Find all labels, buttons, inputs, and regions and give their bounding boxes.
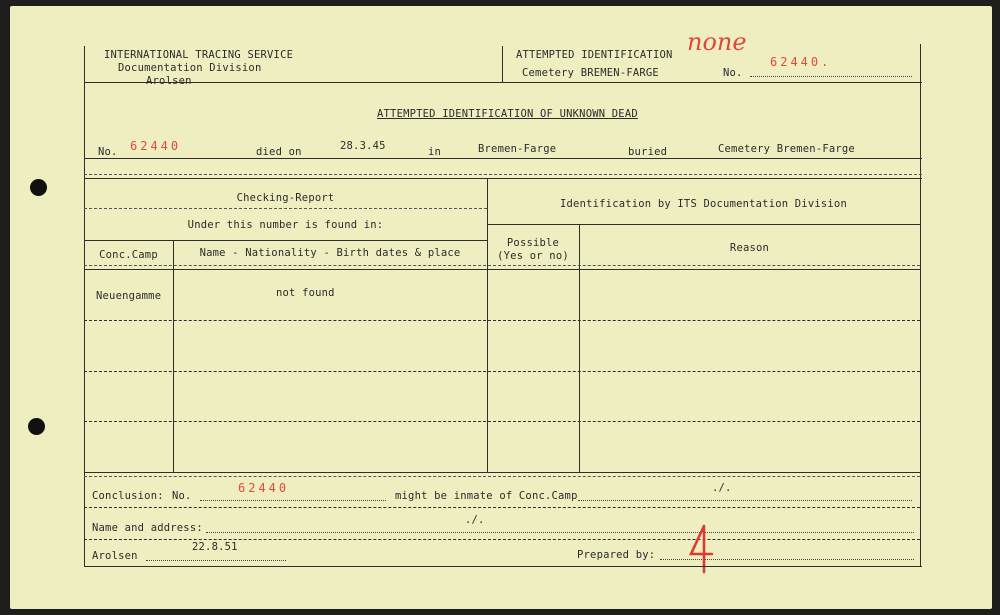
row-details-value: not found bbox=[276, 287, 335, 299]
camp-column-divider bbox=[173, 240, 174, 472]
frame-top-line bbox=[84, 82, 922, 83]
col-header-conc-camp: Conc.Camp bbox=[99, 249, 158, 261]
record-no-label: No. bbox=[98, 146, 118, 158]
died-on-label: died on bbox=[256, 146, 302, 158]
form-title: ATTEMPTED IDENTIFICATION OF UNKNOWN DEAD bbox=[377, 108, 638, 120]
table-middle-divider bbox=[487, 178, 488, 472]
row-camp-value: Neuengamme bbox=[96, 290, 162, 302]
col-header-possible-sub: (Yes or no) bbox=[497, 250, 569, 262]
org-division: Documentation Division bbox=[118, 62, 262, 74]
identification-title-line bbox=[487, 224, 920, 225]
identification-title: Identification by ITS Documentation Division bbox=[560, 198, 847, 210]
punch-hole bbox=[30, 179, 47, 196]
footer-date: 22.8.51 bbox=[192, 541, 238, 553]
frame-bottom-line bbox=[84, 566, 922, 567]
conclusion-line bbox=[84, 507, 920, 508]
name-address-label: Name and address: bbox=[92, 522, 203, 534]
in-label: in bbox=[428, 146, 442, 158]
record-line bbox=[84, 158, 922, 159]
footer-place: Arolsen bbox=[92, 550, 138, 562]
header-box-title: ATTEMPTED IDENTIFICATION bbox=[516, 49, 673, 61]
table-bottom-dashed-line bbox=[84, 476, 920, 477]
header-box-left-border bbox=[502, 46, 503, 82]
col-header-name-details: Name - Nationality - Birth dates & place bbox=[199, 247, 461, 259]
column-header-dashed-line bbox=[84, 265, 920, 266]
conclusion-no-dotted-line bbox=[200, 500, 386, 501]
col-header-reason: Reason bbox=[729, 242, 770, 254]
death-place: Bremen-Farge bbox=[478, 143, 557, 155]
checking-report-title-line bbox=[84, 208, 487, 209]
header-box-no-label: No. bbox=[723, 67, 743, 79]
record-no-value: 62440 bbox=[130, 139, 182, 153]
table-row-line bbox=[84, 371, 920, 372]
checking-report-subtitle: Under this number is found in: bbox=[187, 219, 384, 231]
conclusion-no-label: No. bbox=[172, 490, 192, 502]
header-box-right-border bbox=[920, 44, 921, 82]
name-address-dotted-line bbox=[206, 532, 914, 533]
conclusion-camp-dotted-line bbox=[578, 500, 912, 501]
conclusion-camp-value: ./. bbox=[712, 482, 732, 494]
died-on-value: 28.3.45 bbox=[340, 140, 386, 152]
checking-report-title: Checking-Report bbox=[236, 192, 335, 204]
header-box-cemetery: Cemetery BREMEN-FARGE bbox=[522, 67, 659, 79]
frame-left-border bbox=[84, 46, 85, 566]
org-city: Arolsen bbox=[146, 75, 192, 87]
name-address-line bbox=[84, 539, 920, 540]
footer-date-dotted-line bbox=[146, 560, 286, 561]
handwritten-none-text: none bbox=[687, 28, 747, 56]
table-row-line bbox=[84, 421, 920, 422]
checking-report-subtitle-line bbox=[84, 240, 487, 241]
possible-column-divider bbox=[579, 224, 580, 472]
name-address-value: ./. bbox=[465, 514, 485, 526]
conclusion-label: Conclusion: bbox=[92, 490, 164, 502]
table-row-line bbox=[84, 320, 920, 321]
org-name: INTERNATIONAL TRACING SERVICE bbox=[104, 49, 294, 61]
record-card bbox=[10, 6, 992, 609]
col-header-possible: Possible bbox=[506, 237, 560, 249]
conclusion-no-value: 62440 bbox=[238, 481, 290, 495]
table-bottom-line bbox=[84, 472, 920, 473]
punch-hole bbox=[28, 418, 45, 435]
table-top-dashed-line bbox=[84, 174, 922, 175]
frame-right-border bbox=[920, 82, 921, 566]
column-header-bottom-line bbox=[84, 269, 920, 270]
header-no-dotted-line bbox=[750, 76, 912, 77]
table-top-line bbox=[84, 178, 922, 179]
conclusion-inmate-text: might be inmate of Conc.Camp bbox=[395, 490, 578, 502]
header-box-no-value: 62440. bbox=[770, 55, 832, 69]
handwritten-none-annotation bbox=[683, 24, 793, 66]
burial-place: Cemetery Bremen-Farge bbox=[718, 143, 855, 155]
prepared-by-label: Prepared by: bbox=[577, 549, 656, 561]
prepared-by-signature bbox=[686, 524, 716, 580]
buried-label: buried bbox=[628, 146, 668, 158]
